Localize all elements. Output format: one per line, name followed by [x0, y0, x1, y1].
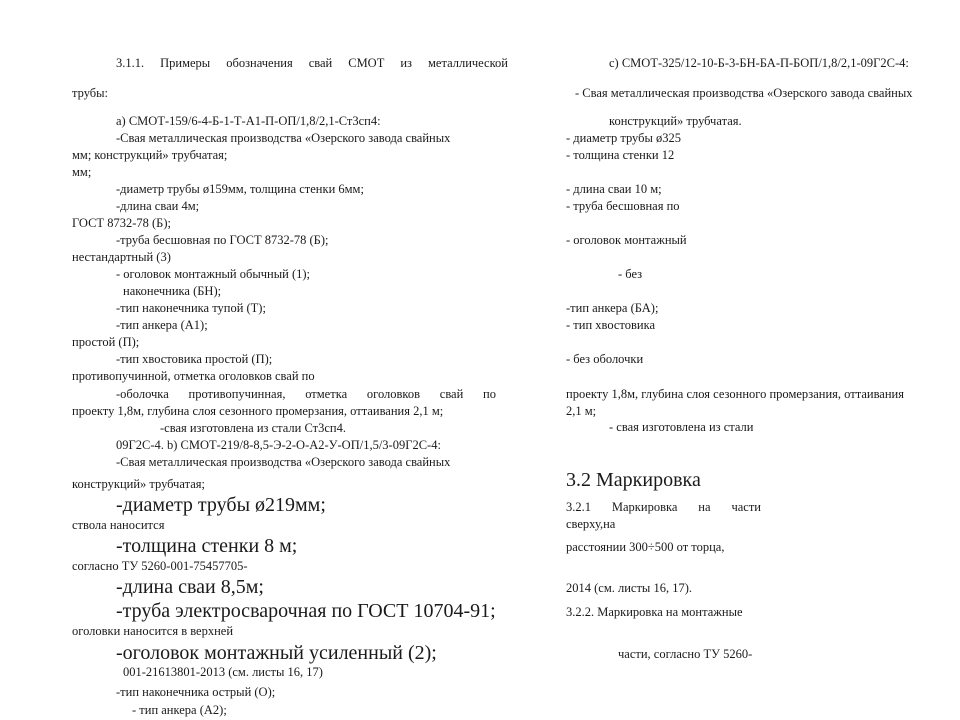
text-line: - без [618, 267, 643, 281]
text-line: - тип хвостовика [566, 318, 656, 332]
text-line: 2014 (см. листы 16, 17). [566, 581, 692, 595]
text-line: части, согласно ТУ 5260- [618, 647, 753, 661]
text-line-large: -оголовок монтажный усиленный (2); [116, 642, 437, 664]
text-line: проекту 1,8м, глубина слоя сезонного промерзания, оттаивания 2,1 м; [72, 404, 444, 418]
text-line: - тип анкера (А2); [132, 703, 227, 717]
text-line: 3.2.2. Маркировка на монтажные [566, 605, 743, 619]
text-line: проекту 1,8м, глубина слоя сезонного промерзания, оттаивания [566, 387, 904, 401]
text-line: -Свая металлическая производства «Озерского завода свайных [116, 455, 451, 469]
text-line: - длина сваи 10 м; [566, 182, 662, 196]
text-line: наконечника (БН); [123, 284, 222, 298]
text-line: 001-21613801-2013 (см. листы 16, 17) [123, 665, 323, 679]
text-line: -Свая металлическая производства «Озерского завода свайных [116, 131, 451, 145]
text-line: мм; конструкций» трубчатая; [72, 148, 228, 162]
text-line: 09Г2С-4. b) СМОТ-219/8-8,5-Э-2-О-А2-У-ОП/1,5/3-09Г2С-4: [116, 438, 441, 452]
text-line: а) СМОТ-159/6-4-Б-1-Т-А1-П-ОП/1,8/2,1-Ст3сп4: [116, 114, 381, 128]
text-line-large: -толщина стенки 8 м; [116, 535, 298, 557]
line-word: Маркировка [611, 500, 678, 514]
line-word: оголовков [366, 387, 421, 401]
text-line: ствола наносится [72, 518, 165, 532]
text-line: - диаметр трубы ø325 [566, 131, 682, 145]
text-line: - оголовок монтажный обычный (1); [116, 267, 310, 281]
left-heading [116, 56, 508, 71]
text-line: нестандартный (3) [72, 250, 171, 264]
text-line: конструкций» трубчатая; [72, 477, 205, 491]
text-line: -тип наконечника острый (О); [116, 685, 276, 699]
text-line: согласно ТУ 5260-001-75457705- [72, 559, 248, 573]
text-line-justified [566, 500, 761, 515]
heading-word: свай [308, 56, 333, 70]
section-title: 3.2 Маркировка [566, 469, 701, 491]
line-word: по [483, 387, 496, 401]
line-word: свай [439, 387, 464, 401]
text-line: расстоянии 300÷500 от торца, [566, 540, 725, 554]
text-line: - свая изготовлена из стали [609, 420, 754, 434]
text-line: -тип анкера (БА); [566, 301, 659, 315]
line-word: на [698, 500, 711, 514]
text-line: с) СМОТ-325/12-10-Б-3-БН-БА-П-БОП/1,8/2,1-09Г2С-4: [609, 56, 909, 70]
line-word: отметка [305, 387, 348, 401]
heading-word: металлической [428, 56, 508, 70]
text-line: - труба бесшовная по [566, 199, 680, 213]
text-line-justified [116, 387, 496, 402]
text-line: -тип наконечника тупой (Т); [116, 301, 266, 315]
text-line: -тип анкера (А1); [116, 318, 208, 332]
text-line: -длина сваи 4м; [116, 199, 200, 213]
heading-word: 3.1.1. [116, 56, 145, 70]
text-line: конструкций» трубчатая. [609, 114, 742, 128]
heading-word: СМОТ [348, 56, 385, 70]
line-word: -оболочка [116, 387, 169, 401]
line-word: противопучинная, [188, 387, 286, 401]
text-line: мм; [72, 165, 92, 179]
text-line: -труба бесшовная по ГОСТ 8732-78 (Б); [116, 233, 329, 247]
line-word: 3.2.1 [566, 500, 591, 514]
text-line: трубы: [72, 86, 109, 100]
text-line: 2,1 м; [566, 404, 597, 418]
heading-word: Примеры [160, 56, 211, 70]
text-line: -тип хвостовика простой (П); [116, 352, 273, 366]
text-line: оголовки наносится в верхней [72, 624, 234, 638]
heading-word: из [400, 56, 412, 70]
text-line: простой (П); [72, 335, 140, 349]
line-word: части [731, 500, 761, 514]
text-line: -диаметр трубы ø159мм, толщина стенки 6мм; [116, 182, 364, 196]
text-line: сверху,на [566, 517, 616, 531]
text-line: - толщина стенки 12 [566, 148, 675, 162]
text-line-large: -длина сваи 8,5м; [116, 576, 264, 598]
text-line: - оголовок монтажный [566, 233, 687, 247]
text-line: ГОСТ 8732-78 (Б); [72, 216, 171, 230]
text-line-large: -диаметр трубы ø219мм; [116, 494, 326, 516]
text-line: - Свая металлическая производства «Озерского завода свайных [575, 86, 913, 100]
heading-word: обозначения [226, 56, 293, 70]
text-line: -свая изготовлена из стали Ст3сп4. [160, 421, 346, 435]
text-line: противопучинной, отметка оголовков свай по [72, 369, 315, 383]
text-line-large: -труба электросварочная по ГОСТ 10704-91; [116, 600, 496, 622]
text-line: - без оболочки [566, 352, 644, 366]
